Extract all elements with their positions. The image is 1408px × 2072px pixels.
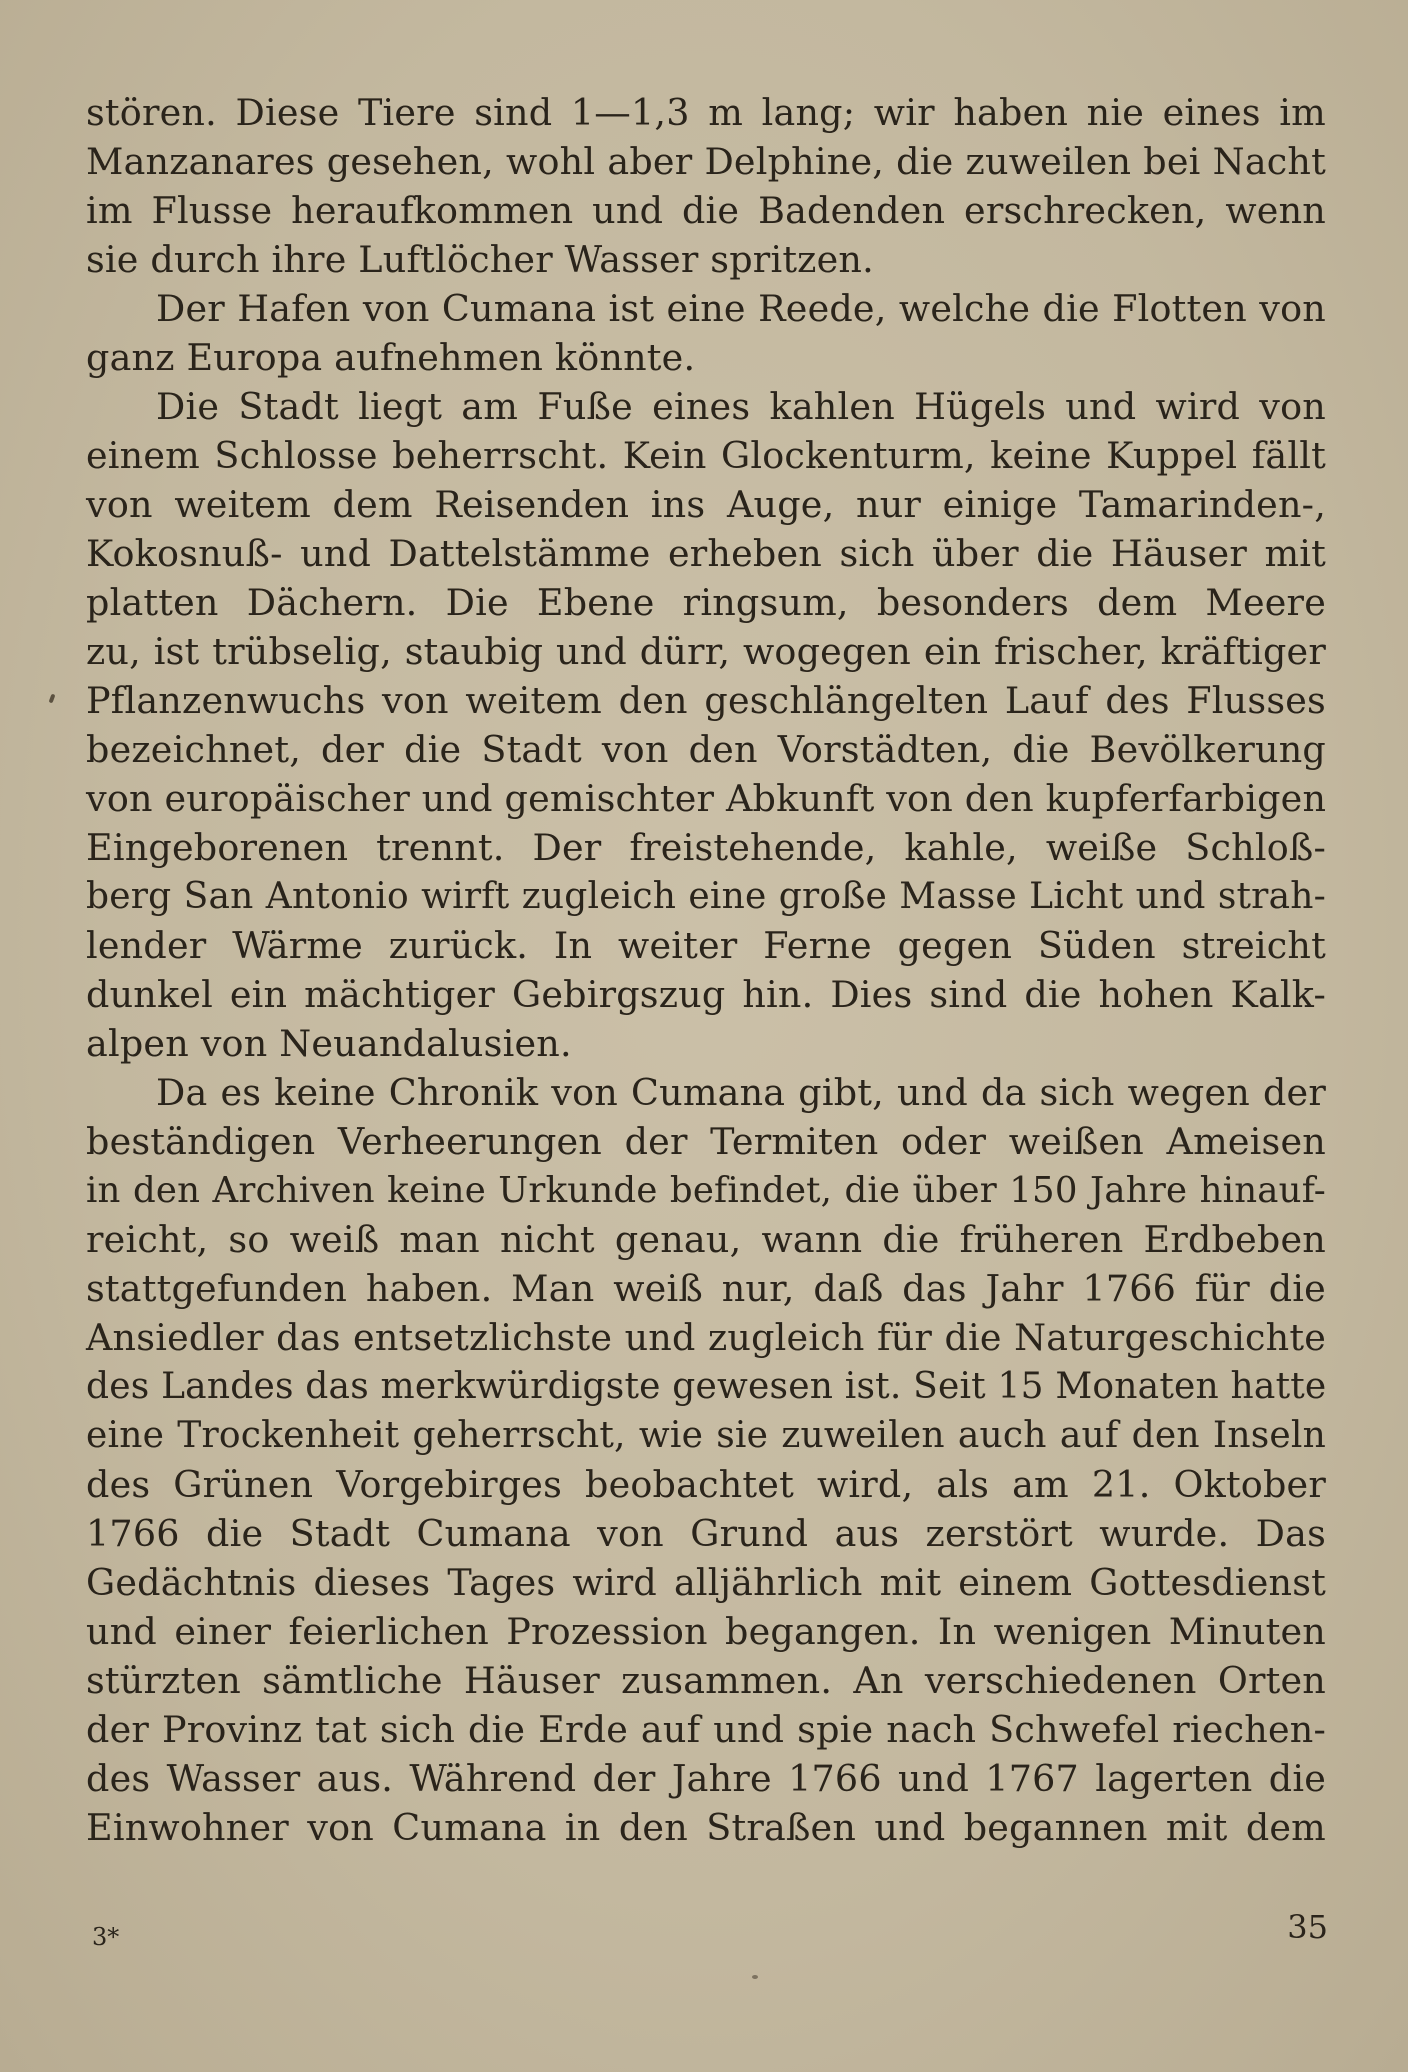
text-line: und einer feierlichen Prozession begangen. In wenigen Minuten bbox=[86, 1610, 1326, 1653]
text-line: beständigen Verheerungen der Termiten oder weißen Ameisen bbox=[86, 1120, 1326, 1163]
text-line: 1766 die Stadt Cumana von Grund aus zerstört wurde. Das bbox=[86, 1512, 1326, 1555]
page-number: 35 bbox=[1287, 1908, 1328, 1946]
text-line: von weitem dem Reisenden ins Auge, nur einige Tamarinden-, bbox=[86, 483, 1326, 526]
text-line: dunkel ein mächtiger Gebirgszug hin. Dies sind die hohen Kalk- bbox=[86, 973, 1326, 1016]
text-line: stören. Diese Tiere sind 1—1,3 m lang; wir haben nie eines im bbox=[86, 91, 1326, 134]
text-line: der Provinz tat sich die Erde auf und spie nach Schwefel riechen- bbox=[86, 1708, 1326, 1751]
text-line: Manzanares gesehen, wohl aber Delphine, die zuweilen bei Nacht bbox=[86, 140, 1326, 183]
text-line: sie durch ihre Luftlöcher Wasser spritzen. bbox=[86, 238, 874, 281]
margin-pencil-mark bbox=[49, 694, 56, 704]
text-line: Pflanzenwuchs von weitem den geschlängelten Lauf des Flusses bbox=[86, 679, 1326, 722]
text-line: bezeichnet, der die Stadt von den Vorstädten, die Bevölkerung bbox=[86, 728, 1326, 771]
text-line: platten Dächern. Die Ebene ringsum, besonders dem Meere bbox=[86, 581, 1326, 624]
text-line: Ansiedler das entsetzlichste und zugleich für die Naturgeschichte bbox=[86, 1316, 1326, 1359]
text-line: stattgefunden haben. Man weiß nur, daß das Jahr 1766 für die bbox=[86, 1267, 1326, 1310]
paragraph-start-line: Die Stadt liegt am Fuße eines kahlen Hügels und wird von bbox=[156, 385, 1326, 428]
text-line: eine Trockenheit geherrscht, wie sie zuweilen auch auf den Inseln bbox=[86, 1415, 1326, 1456]
text-line: zu, ist trübselig, staubig und dürr, wogegen ein frischer, kräftiger bbox=[86, 630, 1326, 673]
text-line: von europäischer und gemischter Abkunft von den kupferfarbigen bbox=[86, 777, 1327, 820]
text-line: reicht, so weiß man nicht genau, wann die früheren Erdbeben bbox=[86, 1218, 1326, 1261]
text-line: des Grünen Vorgebirges beobachtet wird, als am 21. Oktober bbox=[86, 1463, 1326, 1506]
text-line: Einwohner von Cumana in den Straßen und begannen mit dem bbox=[86, 1806, 1326, 1849]
text-line: lender Wärme zurück. In weiter Ferne gegen Süden streicht bbox=[86, 924, 1326, 967]
text-line: Eingeborenen trennt. Der freistehende, kahle, weiße Schloß- bbox=[86, 826, 1326, 869]
text-line: Gedächtnis dieses Tages wird alljährlich mit einem Gottesdienst bbox=[86, 1561, 1326, 1604]
text-line: alpen von Neuandalusien. bbox=[86, 1022, 572, 1065]
text-line: stürzten sämtliche Häuser zusammen. An verschiedenen Orten bbox=[86, 1659, 1326, 1702]
text-line: berg San Antonio wirft zugleich eine große Masse Licht und strah- bbox=[86, 876, 1326, 917]
text-line: des Wasser aus. Während der Jahre 1766 und 1767 lagerten die bbox=[86, 1757, 1326, 1800]
text-line: Kokosnuß- und Dattelstämme erheben sich über die Häuser mit bbox=[86, 532, 1326, 575]
signature-mark: 3* bbox=[92, 1923, 120, 1951]
paragraph-start-line: Da es keine Chronik von Cumana gibt, und da sich wegen der bbox=[156, 1071, 1326, 1114]
paper-speck bbox=[752, 1975, 758, 1979]
text-line: des Landes das merkwürdigste gewesen ist. Seit 15 Monaten hatte bbox=[86, 1366, 1327, 1407]
text-line: ganz Europa aufnehmen könnte. bbox=[86, 336, 696, 379]
text-line: im Flusse heraufkommen und die Badenden erschrecken, wenn bbox=[86, 189, 1326, 232]
text-line: einem Schlosse beherrscht. Kein Glockenturm, keine Kuppel fällt bbox=[86, 434, 1326, 477]
text-line: in den Archiven keine Urkunde befindet, die über 150 Jahre hinauf- bbox=[86, 1170, 1326, 1211]
paragraph-start-line: Der Hafen von Cumana ist eine Reede, welche die Flotten von bbox=[156, 287, 1326, 330]
